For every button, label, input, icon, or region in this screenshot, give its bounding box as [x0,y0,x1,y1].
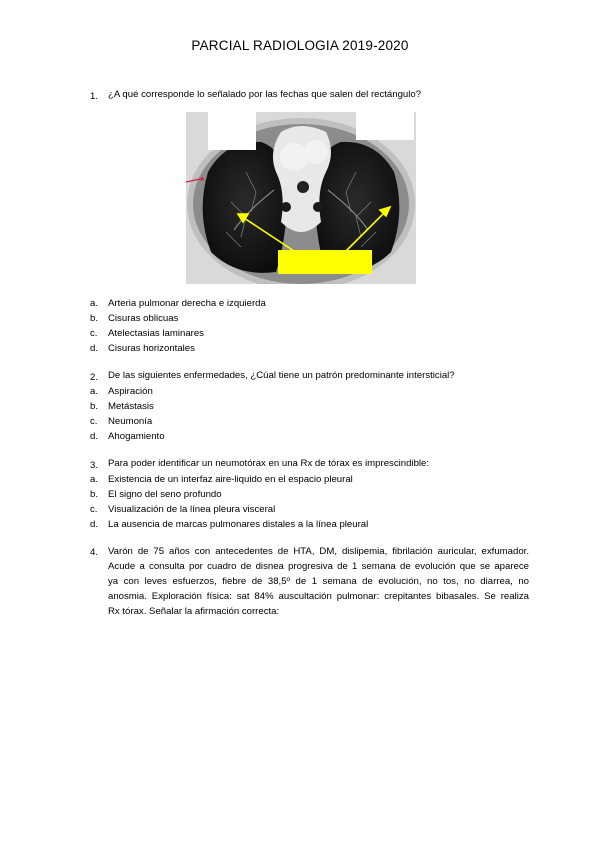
question-4-line: Varón de 75 años con antecedentes de HTA, DM, dislipemia, fibrilación auricular, exfumador. [108,546,529,557]
question-4-number: 4. [90,547,99,558]
q2-option-c: c. Neumonía [90,416,153,427]
q2-option-a: a. Aspiración [90,386,153,397]
question-4-line: anosmia. Exploración física: sat 84% auscultación pulmonar: crepitantes bibasales. Se realiza [108,591,529,602]
q2-option-b: b. Metástasis [90,401,154,412]
yellow-rectangle [278,250,372,274]
question-1-number: 1. [90,91,99,102]
chest-ct-image [186,112,416,284]
question-3-number: 3. [90,460,99,471]
question-4-line: Acude a consulta por cuadro de disnea progresiva de 1 semana de evolución que se aparece [108,561,529,572]
question-2-number: 2. [90,372,99,383]
question-4-text [108,544,529,619]
page-title: PARCIAL RADIOLOGIA 2019-2020 [191,38,409,53]
q3-option-c: c. Visualización de la línea pleura visceral [90,504,276,515]
q2-option-d: d. Ahogamiento [90,431,165,442]
q1-option-d: d. Cisuras horizontales [90,343,195,354]
q3-option-b: b. El signo del seno profundo [90,489,222,500]
q1-option-c: c. Atelectasias laminares [90,328,204,339]
question-2-text: De las siguientes enfermedades, ¿Cúal tiene un patrón predominante intersticial? [108,370,455,381]
q3-option-d: d. La ausencia de marcas pulmonares distales a la línea pleural [90,519,369,530]
q1-option-b: b. Cisuras oblicuas [90,313,179,324]
question-4-line: Rx tórax. Señalar la afirmación correcta: [108,606,280,617]
question-3-text: Para poder identificar un neumotórax en una Rx de tórax es imprescindible: [108,458,430,469]
q3-option-a: a. Existencia de un interfaz aire-liquido en el espacio pleural [90,474,353,485]
white-mask-right [356,112,414,140]
q1-option-a: a. Arteria pulmonar derecha e izquierda [90,298,266,309]
question-4-line: ya con leves esfuerzos, fiebre de 38,5º de 1 semana de evolución, no tos, no diarrea, no [108,576,529,587]
question-1-text: ¿A qué corresponde lo señalado por las fechas que salen del rectángulo? [108,89,422,100]
white-mask-left [208,112,256,150]
